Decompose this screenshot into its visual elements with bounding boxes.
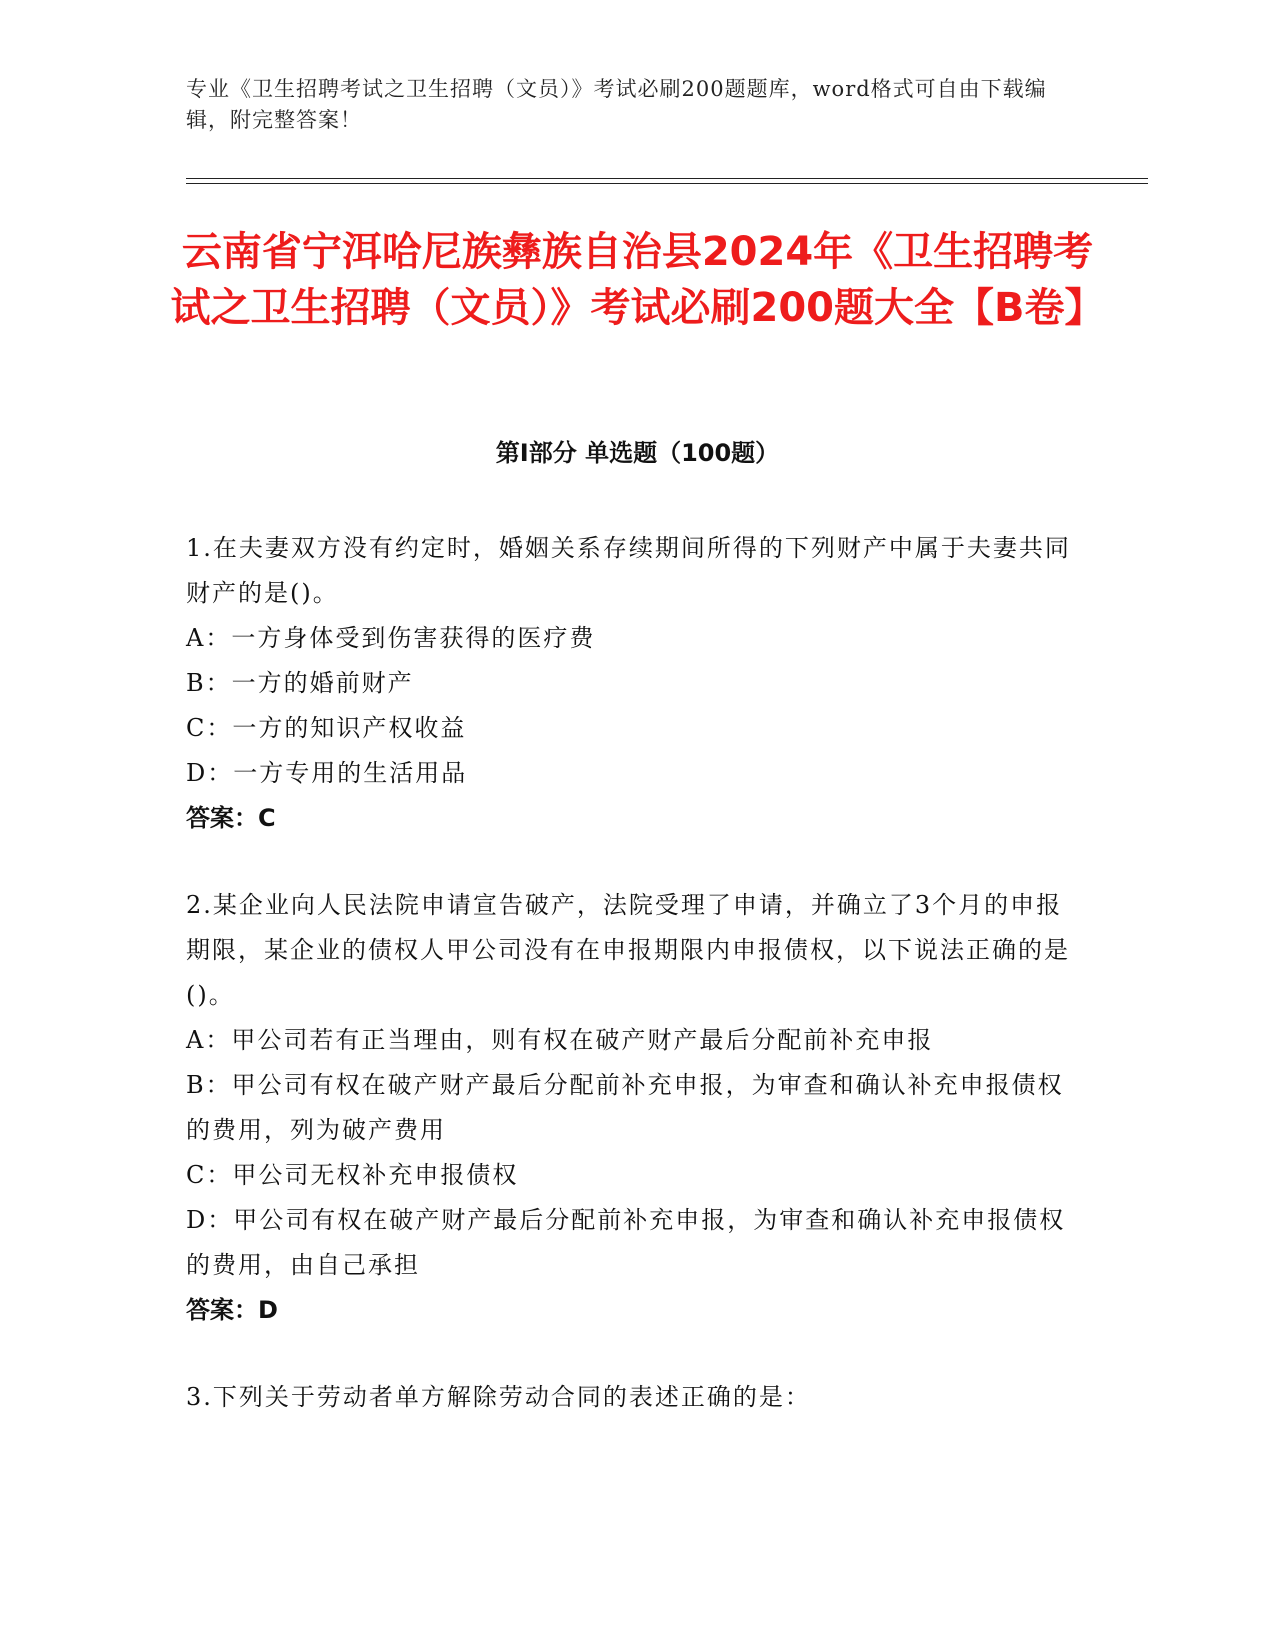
option-b: B：一方的婚前财产 [186, 669, 414, 697]
option-c: C：一方的知识产权收益 [186, 714, 467, 742]
question-stem: 1.在夫妻双方没有约定时，婚姻关系存续期间所得的下列财产中属于夫妻共同财产的是()。 [186, 534, 1071, 607]
question-2 [186, 883, 1076, 1333]
question-1 [186, 526, 1076, 841]
document-title: 云南省宁洱哈尼族彝族自治县2024年《卫生招聘考试之卫生招聘（文员）》考试必刷200题大全【B卷】 [170, 229, 1105, 331]
question-list [186, 526, 1076, 1462]
option-d: D：甲公司有权在破产财产最后分配前补充申报，为审查和确认补充申报债权的费用，由自己承担 [186, 1206, 1066, 1279]
option-a: A：甲公司若有正当理由，则有权在破产财产最后分配前补充申报 [186, 1026, 934, 1054]
option-c: C：甲公司无权补充申报债权 [186, 1161, 519, 1189]
answer-line: 答案：C [186, 804, 276, 832]
section-heading: 第I部分 单选题（100题） [495, 439, 780, 467]
question-3 [186, 1375, 1076, 1420]
question-stem: 3.下列关于劳动者单方解除劳动合同的表述正确的是： [186, 1383, 811, 1411]
answer-line: 答案：D [186, 1296, 278, 1324]
question-stem: 2.某企业向人民法院申请宣告破产，法院受理了申请，并确立了3个月的申报期限，某企业的债权人甲公司没有在申报期限内申报债权，以下说法正确的是()。 [186, 891, 1070, 1009]
header-note: 专业《卫生招聘考试之卫生招聘（文员）》考试必刷200题题库，word格式可自由下载编辑，附完整答案！ [186, 77, 1047, 132]
option-b: B：甲公司有权在破产财产最后分配前补充申报，为审查和确认补充申报债权的费用，列为破产费用 [186, 1071, 1064, 1144]
option-a: A：一方身体受到伤害获得的医疗费 [186, 624, 596, 652]
option-d: D：一方专用的生活用品 [186, 759, 468, 787]
header-rule-top [186, 178, 1148, 179]
header-rule-bottom [186, 183, 1148, 184]
